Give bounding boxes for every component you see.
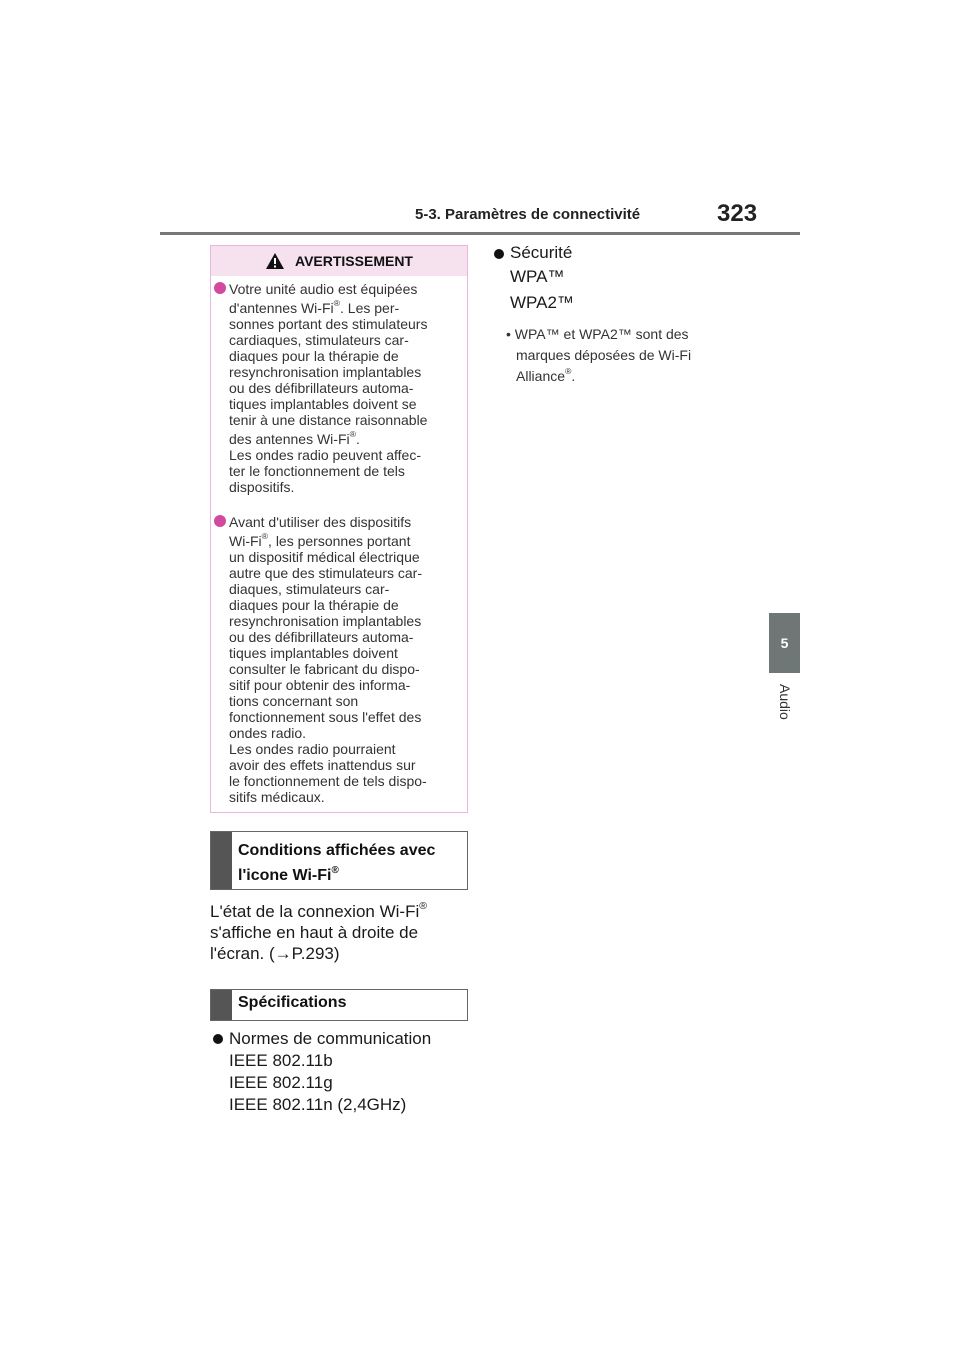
paragraph-text: l'écran. ( xyxy=(210,944,275,963)
standard-item: IEEE 802.11g xyxy=(229,1073,333,1092)
standard-item: IEEE 802.11n (2,4GHz) xyxy=(229,1095,407,1114)
warning-line: Les ondes radio pourraient xyxy=(229,741,396,757)
header-rule xyxy=(160,232,800,235)
bullet-icon xyxy=(214,515,226,527)
paragraph-line: L'état de la connexion Wi-Fi® xyxy=(210,900,428,921)
warning-item xyxy=(211,514,461,805)
arrow-icon: → xyxy=(274,944,292,963)
warning-line: le fonctionnement de tels dispo- xyxy=(229,773,427,789)
warning-line: Votre unité audio est équipées xyxy=(229,281,418,297)
warning-line: cardiaques, stimulateurs car- xyxy=(229,332,409,348)
chapter-tab[interactable] xyxy=(769,613,800,673)
note-line: Alliance®. xyxy=(516,366,576,384)
warning-line: tenir à une distance raisonnable xyxy=(229,412,428,428)
security-item: WPA2™ xyxy=(510,293,574,312)
warning-line: consulter le fabricant du dispo- xyxy=(229,661,420,677)
warning-line: d'antennes Wi-Fi®. Les per- xyxy=(229,298,400,316)
standard-item: IEEE 802.11b xyxy=(229,1051,333,1070)
section-title: 5-3. Paramètres de connectivité xyxy=(415,206,641,223)
bullet-icon xyxy=(214,282,226,294)
warning-triangle-icon xyxy=(265,252,285,270)
warning-line: fonctionnement sous l'effet des xyxy=(229,709,422,725)
warning-line: sitif pour obtenir des informa- xyxy=(229,677,411,693)
warning-line: avoir des effets inattendus sur xyxy=(229,757,416,773)
warning-line: ondes radio. xyxy=(229,725,307,741)
warning-line: resynchronisation implantables xyxy=(229,364,422,380)
conditions-heading-line: Conditions affichées avec xyxy=(238,842,436,859)
warning-line: des antennes Wi-Fi®. xyxy=(229,429,360,447)
paragraph-line: s'affiche en haut à droite de xyxy=(210,923,419,942)
note-line: marques déposées de Wi-Fi xyxy=(516,347,692,363)
warning-line: diaques, stimulateurs car- xyxy=(229,581,390,597)
warning-line: dispositifs. xyxy=(229,479,295,495)
paragraph-line xyxy=(210,943,470,964)
specifications-heading xyxy=(210,989,468,1021)
page-reference-link[interactable]: P.293 xyxy=(291,944,334,963)
conditions-heading xyxy=(210,831,468,890)
conditions-heading-line: l'icone Wi-Fi® xyxy=(238,864,339,884)
warning-line: un dispositif médical électrique xyxy=(229,549,420,565)
warning-line: ter le fonctionnement de tels xyxy=(229,463,405,479)
trademark-note xyxy=(506,324,766,387)
warning-line: Avant d'utiliser des dispositifs xyxy=(229,514,412,530)
conditions-paragraph xyxy=(210,901,470,964)
warning-line: sitifs médicaux. xyxy=(229,789,325,805)
warning-line: tiques implantables doivent xyxy=(229,645,398,661)
heading-bar xyxy=(211,990,232,1020)
warning-title: AVERTISSEMENT xyxy=(295,253,413,269)
warning-line: resynchronisation implantables xyxy=(229,613,422,629)
warning-line: ou des défibrillateurs automa- xyxy=(229,629,414,645)
specifications-heading-text: Spécifications xyxy=(238,994,347,1011)
warning-line: autre que des stimulateurs car- xyxy=(229,565,422,581)
warning-line: diaques pour la thérapie de xyxy=(229,348,399,364)
security-item: WPA™ xyxy=(510,267,565,286)
page-number: 323 xyxy=(717,200,758,227)
warning-line: ou des défibrillateurs automa- xyxy=(229,380,414,396)
warning-line: sonnes portant des stimulateurs xyxy=(229,316,428,332)
security-label: Sécurité xyxy=(510,243,573,262)
heading-bar xyxy=(211,832,232,889)
warning-line: Wi-Fi®, les personnes portant xyxy=(229,531,411,549)
warning-item xyxy=(211,281,461,495)
warning-line: tions concernant son xyxy=(229,693,359,709)
warning-line: diaques pour la thérapie de xyxy=(229,597,399,613)
note-line: • WPA™ et WPA2™ sont des xyxy=(506,326,689,342)
warning-header xyxy=(211,246,467,276)
warning-box xyxy=(210,245,468,813)
standards-label: Normes de communication xyxy=(229,1029,432,1048)
paragraph-text: ) xyxy=(333,944,340,963)
chapter-label: Audio xyxy=(777,684,793,720)
warning-line: Les ondes radio peuvent affec- xyxy=(229,447,421,463)
warning-line: tiques implantables doivent se xyxy=(229,396,417,412)
chapter-number: 5 xyxy=(780,635,789,651)
